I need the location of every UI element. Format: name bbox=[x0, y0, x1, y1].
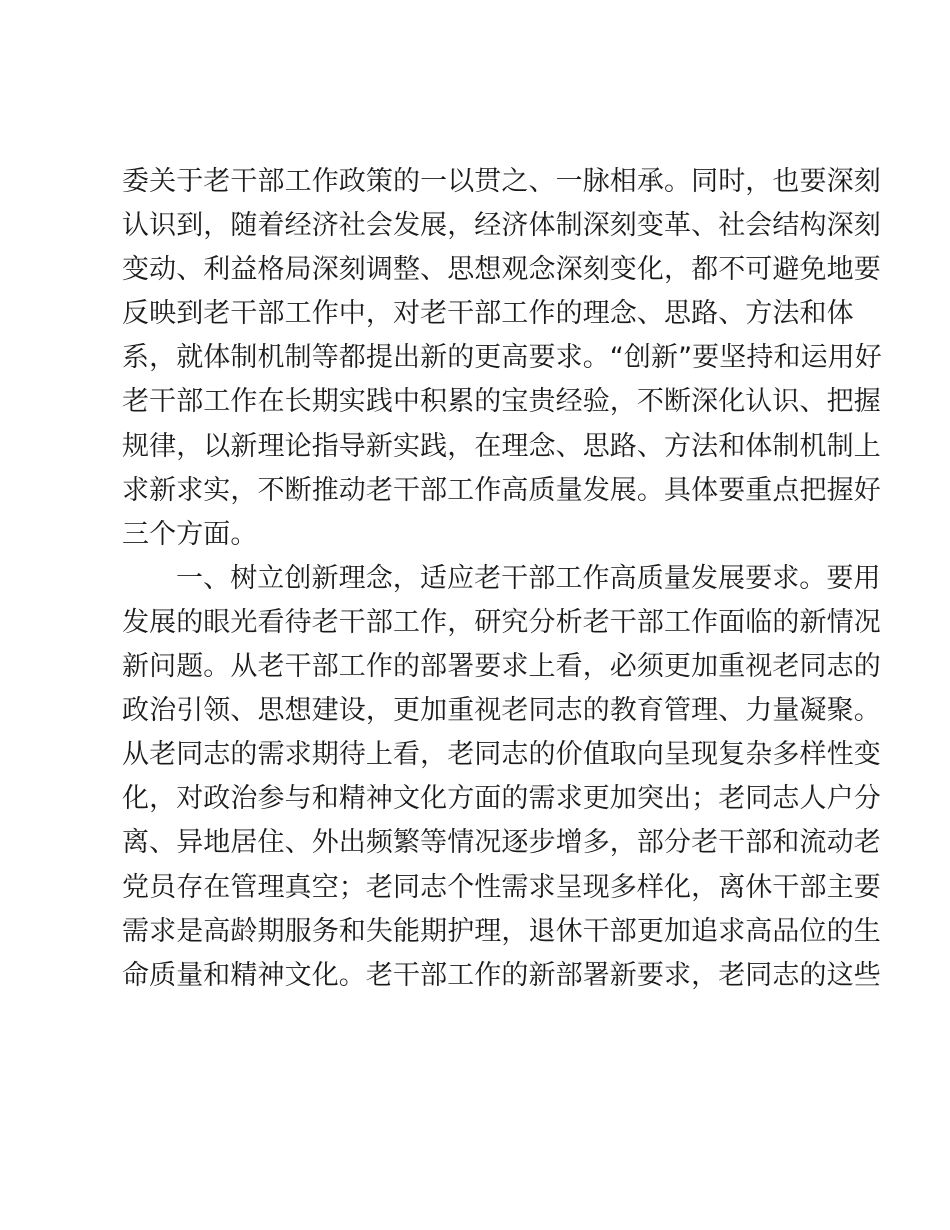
text-line: 求新求实，不断推动老干部工作高质量发展。具体要重点把握好 bbox=[122, 474, 881, 506]
section-heading-line: 一、树立创新理念，适应老干部工作高质量发展要求。要用 bbox=[176, 562, 881, 594]
text-line: 从老同志的需求期待上看，老同志的价值取向呈现复杂多样性变 bbox=[122, 739, 881, 771]
text-line: 系，就体制机制等都提出新的更高要求。“创新”要坚持和运用好 bbox=[122, 342, 882, 374]
text-line: 反映到老干部工作中，对老干部工作的理念、思路、方法和体 bbox=[122, 298, 854, 330]
text-line: 化，对政治参与和精神文化方面的需求更加突出；老同志人户分 bbox=[122, 783, 881, 815]
text-line: 需求是高龄期服务和失能期护理，退休干部更加追求高品位的生 bbox=[122, 915, 881, 947]
text-line: 命质量和精神文化。老干部工作的新部署新要求，老同志的这些 bbox=[122, 959, 881, 991]
text-line: 三个方面。 bbox=[122, 518, 258, 550]
text-line: 老干部工作在长期实践中积累的宝贵经验，不断深化认识、把握 bbox=[122, 386, 881, 418]
text-line: 发展的眼光看待老干部工作，研究分析老干部工作面临的新情况 bbox=[122, 606, 881, 638]
body-text bbox=[122, 160, 882, 998]
text-line: 政治引领、思想建设，更加重视老同志的教育管理、力量凝聚。 bbox=[122, 695, 881, 727]
text-line: 党员存在管理真空；老同志个性需求呈现多样化，离休干部主要 bbox=[122, 871, 881, 903]
text-line: 离、异地居住、外出频繁等情况逐步增多，部分老干部和流动老 bbox=[122, 827, 881, 859]
text-line: 新问题。从老干部工作的部署要求上看，必须更加重视老同志的 bbox=[122, 651, 881, 683]
text-line: 认识到，随着经济社会发展，经济体制深刻变革、社会结构深刻 bbox=[122, 210, 881, 242]
text-line: 规律，以新理论指导新实践，在理念、思路、方法和体制机制上 bbox=[122, 430, 881, 462]
text-line: 委关于老干部工作政策的一以贯之、一脉相承。同时，也要深刻 bbox=[122, 166, 881, 197]
text-line: 变动、利益格局深刻调整、思想观念深刻变化，都不可避免地要 bbox=[122, 254, 881, 286]
